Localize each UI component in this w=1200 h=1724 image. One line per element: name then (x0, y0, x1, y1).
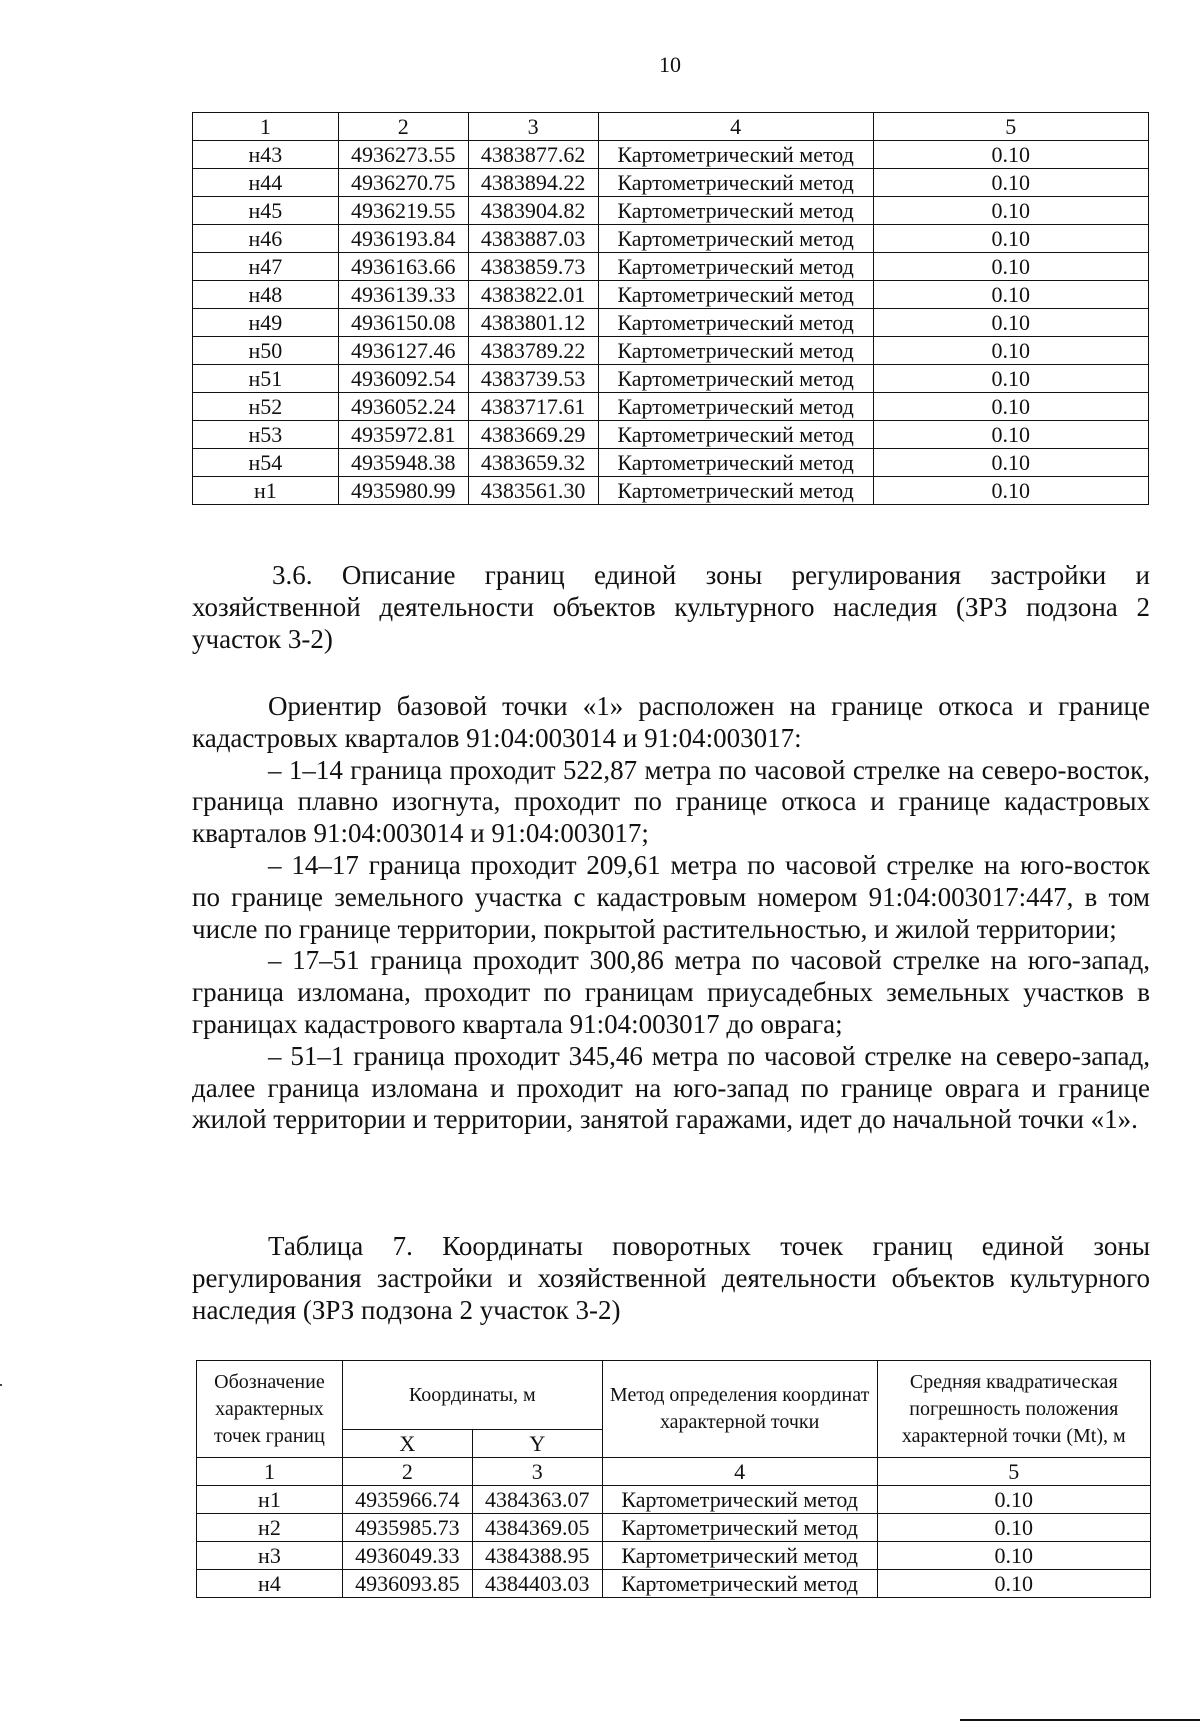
error-mt: 0.10 (873, 141, 1148, 169)
table-row (193, 225, 1149, 253)
method: Картометрический метод (598, 253, 873, 281)
coord-y: 4383859.73 (468, 253, 598, 281)
coord-x: 4935980.99 (338, 477, 468, 505)
coord-x: 4936273.55 (338, 141, 468, 169)
coord-y: 4383561.30 (468, 477, 598, 505)
table-row (193, 253, 1149, 281)
error-mt: 0.10 (873, 337, 1148, 365)
column-number: 5 (873, 113, 1148, 141)
table-row (193, 169, 1149, 197)
coord-x: 4936270.75 (338, 169, 468, 197)
header-coordinates: Координаты, м (342, 1361, 602, 1430)
coord-x: 4936093.85 (342, 1570, 472, 1598)
coord-x: 4935985.73 (342, 1514, 472, 1542)
error-mt: 0.10 (877, 1542, 1150, 1570)
column-number: 5 (877, 1458, 1150, 1486)
table-row (193, 337, 1149, 365)
method: Картометрический метод (598, 281, 873, 309)
point-id: н45 (193, 197, 339, 225)
error-mt: 0.10 (873, 309, 1148, 337)
coordinates-table-continued (192, 112, 1149, 505)
column-number: 4 (602, 1458, 877, 1486)
column-number: 3 (468, 113, 598, 141)
error-mt: 0.10 (873, 477, 1148, 505)
column-number: 1 (193, 113, 339, 141)
point-id: н47 (193, 253, 339, 281)
page-number: 10 (659, 52, 681, 77)
table-row (193, 141, 1149, 169)
method: Картометрический метод (598, 393, 873, 421)
coord-x: 4936052.24 (338, 393, 468, 421)
coord-x: 4936049.33 (342, 1542, 472, 1570)
method: Картометрический метод (602, 1542, 877, 1570)
paragraph: – 14–17 граница проходит 209,61 метра по часовой стрелке на юго-восток по границе земельного участка с кадастровым номером 91:04:003017:447, в том числе по границе территории, покрытой растительностью, и жилой территории; (192, 849, 1150, 944)
paragraph: – 1–14 граница проходит 522,87 метра по часовой стрелке на северо-восток, граница плавно изогнута, проходит по границе откоса и границе кадастровых кварталов 91:04:003014 и 91:04:003017; (192, 754, 1150, 849)
table-header-row (193, 113, 1149, 141)
point-id: н44 (193, 169, 339, 197)
point-id: н43 (193, 141, 339, 169)
coord-y: 4383739.53 (468, 365, 598, 393)
error-mt: 0.10 (877, 1570, 1150, 1598)
header-y: Y (472, 1430, 602, 1458)
coord-x: 4936163.66 (338, 253, 468, 281)
table-row (197, 1570, 1151, 1598)
method: Картометрический метод (598, 197, 873, 225)
table-caption (192, 1231, 1150, 1326)
point-id: н49 (193, 309, 339, 337)
error-mt: 0.10 (873, 449, 1148, 477)
coord-x: 4935948.38 (338, 449, 468, 477)
point-id: н46 (193, 225, 339, 253)
method: Картометрический метод (598, 337, 873, 365)
coord-x: 4935972.81 (338, 421, 468, 449)
column-number: 3 (472, 1458, 602, 1486)
coord-y: 4383904.82 (468, 197, 598, 225)
coord-x: 4936219.55 (338, 197, 468, 225)
column-number: 2 (338, 113, 468, 141)
coord-y: 4383822.01 (468, 281, 598, 309)
coordinates-table-7 (196, 1360, 1151, 1598)
column-number: 1 (197, 1458, 343, 1486)
error-mt: 0.10 (873, 365, 1148, 393)
coord-x: 4936193.84 (338, 225, 468, 253)
header-error: Средняя квадратическая погрешность положения характерной точки (Mt), м (877, 1361, 1150, 1458)
method: Картометрический метод (602, 1486, 877, 1514)
method: Картометрический метод (602, 1570, 877, 1598)
paragraph: Ориентир базовой точки «1» расположен на границе откоса и границе кадастровых кварталов 91:04:003014 и 91:04:003017: (192, 691, 1150, 753)
error-mt: 0.10 (873, 197, 1148, 225)
section-body (192, 691, 1150, 1136)
scan-artifact (0, 1384, 2, 1386)
table-row (193, 477, 1149, 505)
table-row (193, 197, 1149, 225)
coord-y: 4383894.22 (468, 169, 598, 197)
point-id: н51 (193, 365, 339, 393)
table-row (193, 365, 1149, 393)
point-id: н1 (193, 477, 339, 505)
coord-y: 4383887.03 (468, 225, 598, 253)
table-row (193, 281, 1149, 309)
table-row (197, 1514, 1151, 1542)
coord-y: 4384403.03 (472, 1570, 602, 1598)
table-caption-text: Таблица 7. Координаты поворотных точек границ единой зоны регулирования застройки и хозяйственной деятельности объектов культурного наследия (ЗРЗ подзона 2 участок 3-2) (192, 1231, 1150, 1325)
error-mt: 0.10 (873, 225, 1148, 253)
method: Картометрический метод (598, 365, 873, 393)
method: Картометрический метод (598, 477, 873, 505)
coord-x: 4936150.08 (338, 309, 468, 337)
coord-y: 4384363.07 (472, 1486, 602, 1514)
coord-x: 4935966.74 (342, 1486, 472, 1514)
table-number-row (197, 1458, 1151, 1486)
point-id: н53 (193, 421, 339, 449)
header-method: Метод определения координат характерной точки (602, 1361, 877, 1458)
paragraph: – 17–51 граница проходит 300,86 метра по часовой стрелке на юго-запад, граница изломана, проходит по границам приусадебных земельных участков в границах кадастрового квартала 91:04:003017 до оврага; (192, 945, 1150, 1039)
error-mt: 0.10 (873, 281, 1148, 309)
point-id: н52 (193, 393, 339, 421)
point-id: н50 (193, 337, 339, 365)
coord-y: 4383659.32 (468, 449, 598, 477)
coord-y: 4384369.05 (472, 1514, 602, 1542)
coord-y: 4384388.95 (472, 1542, 602, 1570)
table-row (193, 309, 1149, 337)
point-id: н48 (193, 281, 339, 309)
method: Картометрический метод (598, 421, 873, 449)
method: Картометрический метод (598, 225, 873, 253)
error-mt: 0.10 (877, 1486, 1150, 1514)
coord-y: 4383789.22 (468, 337, 598, 365)
error-mt: 0.10 (873, 169, 1148, 197)
error-mt: 0.10 (877, 1514, 1150, 1542)
header-point-designation: Обозначение характерных точек границ (197, 1361, 343, 1458)
error-mt: 0.10 (873, 253, 1148, 281)
point-id: н3 (197, 1542, 343, 1570)
table-row (197, 1542, 1151, 1570)
method: Картометрический метод (598, 449, 873, 477)
section-heading (192, 560, 1150, 655)
point-id: н4 (197, 1570, 343, 1598)
error-mt: 0.10 (873, 393, 1148, 421)
point-id: н54 (193, 449, 339, 477)
table-row (197, 1486, 1151, 1514)
coord-x: 4936139.33 (338, 281, 468, 309)
column-number: 2 (342, 1458, 472, 1486)
table-row (193, 421, 1149, 449)
coord-x: 4936092.54 (338, 365, 468, 393)
coord-y: 4383669.29 (468, 421, 598, 449)
method: Картометрический метод (598, 141, 873, 169)
header-x: X (342, 1430, 472, 1458)
coord-y: 4383717.61 (468, 393, 598, 421)
method: Картометрический метод (598, 309, 873, 337)
error-mt: 0.10 (873, 421, 1148, 449)
table-header-row (197, 1361, 1151, 1430)
table-row (193, 449, 1149, 477)
coord-x: 4936127.46 (338, 337, 468, 365)
point-id: н1 (197, 1486, 343, 1514)
section-heading-text: 3.6. Описание границ единой зоны регулирования застройки и хозяйственной деятельности объектов культурного наследия (ЗРЗ подзона 2 участок 3-2) (192, 560, 1150, 654)
paragraph: – 51–1 граница проходит 345,46 метра по часовой стрелке на северо-запад, далее граница изломана и проходит на юго-запад по границе оврага и границе жилой территории и территории, занятой гаражами, идет до начальной точки «1». (192, 1040, 1150, 1135)
method: Картометрический метод (602, 1514, 877, 1542)
footer-rule (960, 1719, 1200, 1721)
method: Картометрический метод (598, 169, 873, 197)
coord-y: 4383801.12 (468, 309, 598, 337)
point-id: н2 (197, 1514, 343, 1542)
coord-y: 4383877.62 (468, 141, 598, 169)
table-row (193, 393, 1149, 421)
column-number: 4 (598, 113, 873, 141)
